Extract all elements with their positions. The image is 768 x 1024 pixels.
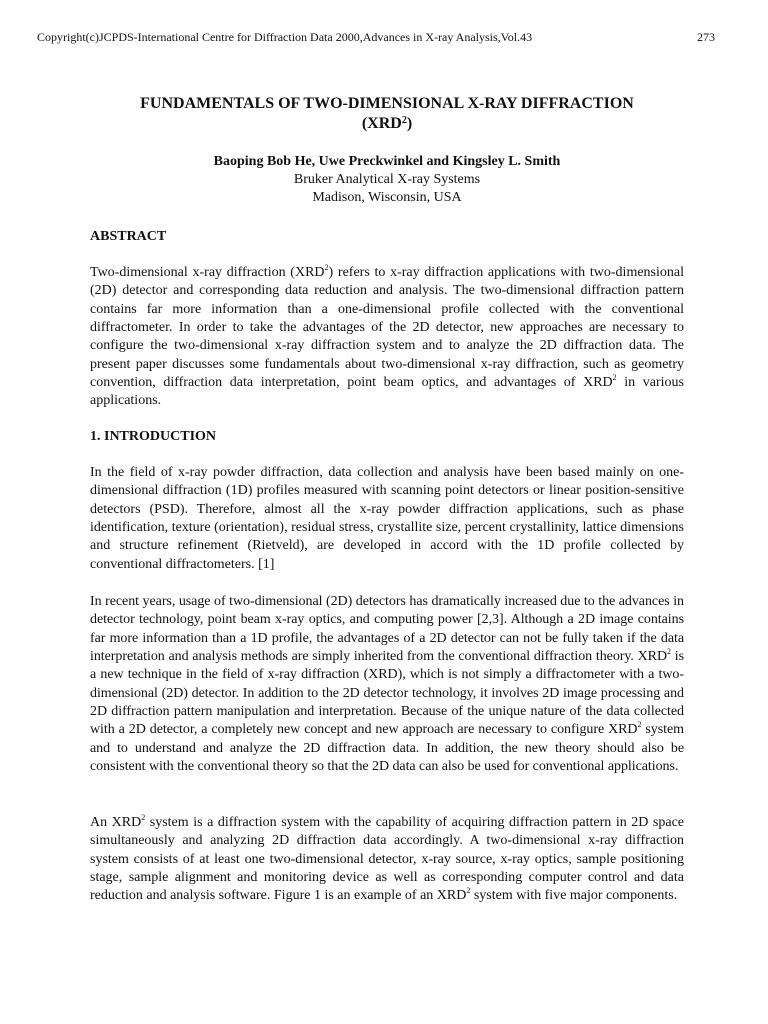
introduction-paragraph-1: In the field of x-ray powder diffraction, data collection and analysis have been based mainly on one-dimensional diffraction (1D) profiles measured with scanning point detectors or linear position-sensitive detectors (PSD). Therefore, almost all the x-ray powder diffraction applications, such as phase identification, texture (orientation), residual stress, crystallite size, percent crystallinity, lattice dimensions and structure refinement (Rietveld), are developed in accord with the 1D profile collected by conventional diffractometers. [1] bbox=[90, 465, 684, 572]
introduction-paragraph-3 bbox=[90, 814, 684, 906]
copyright-header: Copyright(c)JCPDS-International Centre for Diffraction Data 2000,Advances in X-ray Analysis,Vol.43 bbox=[37, 30, 533, 44]
intro-p2-text-1: In recent years, usage of two-dimensional (2D) detectors has dramatically increased due to the advances in detector technology, point beam x-ray optics, and computing power [2,3]. Although a 2D image contains far more information than a 1D profile, the advantages of a 2D detector can not be fully taken if the data interpretation and analysis methods are simply inherited from the conventional diffraction theory. XRD bbox=[90, 594, 684, 665]
intro-p2-text-3: system and to understand and analyze the 2D diffraction data. In addition, the new theory should also be consistent with the conventional theory so that the 2D data can also be used for conventional applications. bbox=[90, 722, 685, 775]
introduction-paragraph-2 bbox=[90, 593, 684, 776]
abstract-text-2: ) refers to x-ray diffraction applications with two-dimensional (2D) detector and corresponding data reduction and analysis. The two-dimensional diffraction pattern contains far more information than a one-dimensional profile collected with the conventional diffractometer. In order to take the advantages of the 2D detector, new approaches are necessary to configure the two-dimensional x-ray diffraction system and to analyze the 2D diffraction data. The present paper discusses some fundamentals about two-dimensional x-ray diffraction, such as geometry convention, diffraction data interpretation, point beam optics, and advantages of XRD bbox=[90, 265, 684, 391]
abstract-sup-1: 2 bbox=[324, 263, 329, 272]
abstract-heading: ABSTRACT bbox=[90, 229, 167, 244]
abstract-text-1: Two-dimensional x-ray diffraction (XRD bbox=[90, 265, 325, 280]
author-affiliation: Bruker Analytical X-ray Systems bbox=[293, 172, 481, 187]
title-superscript: 2 bbox=[401, 115, 407, 126]
intro-p2-sup-2: 2 bbox=[637, 720, 642, 730]
author-names: Baoping Bob He, Uwe Preckwinkel and Kingsley L. Smith bbox=[213, 154, 561, 169]
intro-p2-sup-1: 2 bbox=[667, 647, 671, 657]
intro-p3-text-2: system is a diffraction system with the capability of acquiring diffraction pattern in 2D space simultaneously and analyzing 2D diffraction data accordingly. A two-dimensional x-ray diffraction system consists of at least one two-dimensional detector, x-ray source, x-ray optics, sample positioning stage, sample alignment and monitoring device as well as corresponding computer control and data reduction and analysis software. Figure 1 is an example of an XRD bbox=[90, 815, 684, 904]
intro-p3-text-3: system with five major components. bbox=[470, 888, 678, 904]
abstract-text-3: in various applications. bbox=[90, 375, 685, 409]
introduction-heading: 1. INTRODUCTION bbox=[90, 429, 217, 444]
intro-p3-sup-2: 2 bbox=[466, 886, 471, 896]
intro-p3-sup-1: 2 bbox=[141, 813, 146, 822]
paper-title bbox=[90, 94, 684, 134]
page-number: 273 bbox=[697, 30, 715, 44]
title-line-2-pre: (XRD bbox=[361, 115, 402, 132]
author-block bbox=[90, 153, 684, 207]
title-line-2-post: ) bbox=[406, 115, 413, 132]
intro-p3-text-1: An XRD bbox=[90, 815, 142, 830]
intro-p2-text-2: is a new technique in the field of x-ray diffraction (XRD), which is not simply a diffractometer with a two-dimensional (2D) detector. In addition to the 2D detector technology, it involves 2D image processing and 2D diffraction pattern manipulation and interpretation. Because of the unique nature of the data collected with a 2D detector, a completely new concept and new approach are necessary to configure XRD bbox=[90, 649, 684, 738]
abstract-sup-2: 2 bbox=[612, 373, 617, 383]
abstract-paragraph bbox=[90, 264, 684, 411]
title-line-1: FUNDAMENTALS OF TWO-DIMENSIONAL X-RAY DIFFRACTION bbox=[140, 95, 634, 112]
author-location: Madison, Wisconsin, USA bbox=[312, 190, 462, 205]
